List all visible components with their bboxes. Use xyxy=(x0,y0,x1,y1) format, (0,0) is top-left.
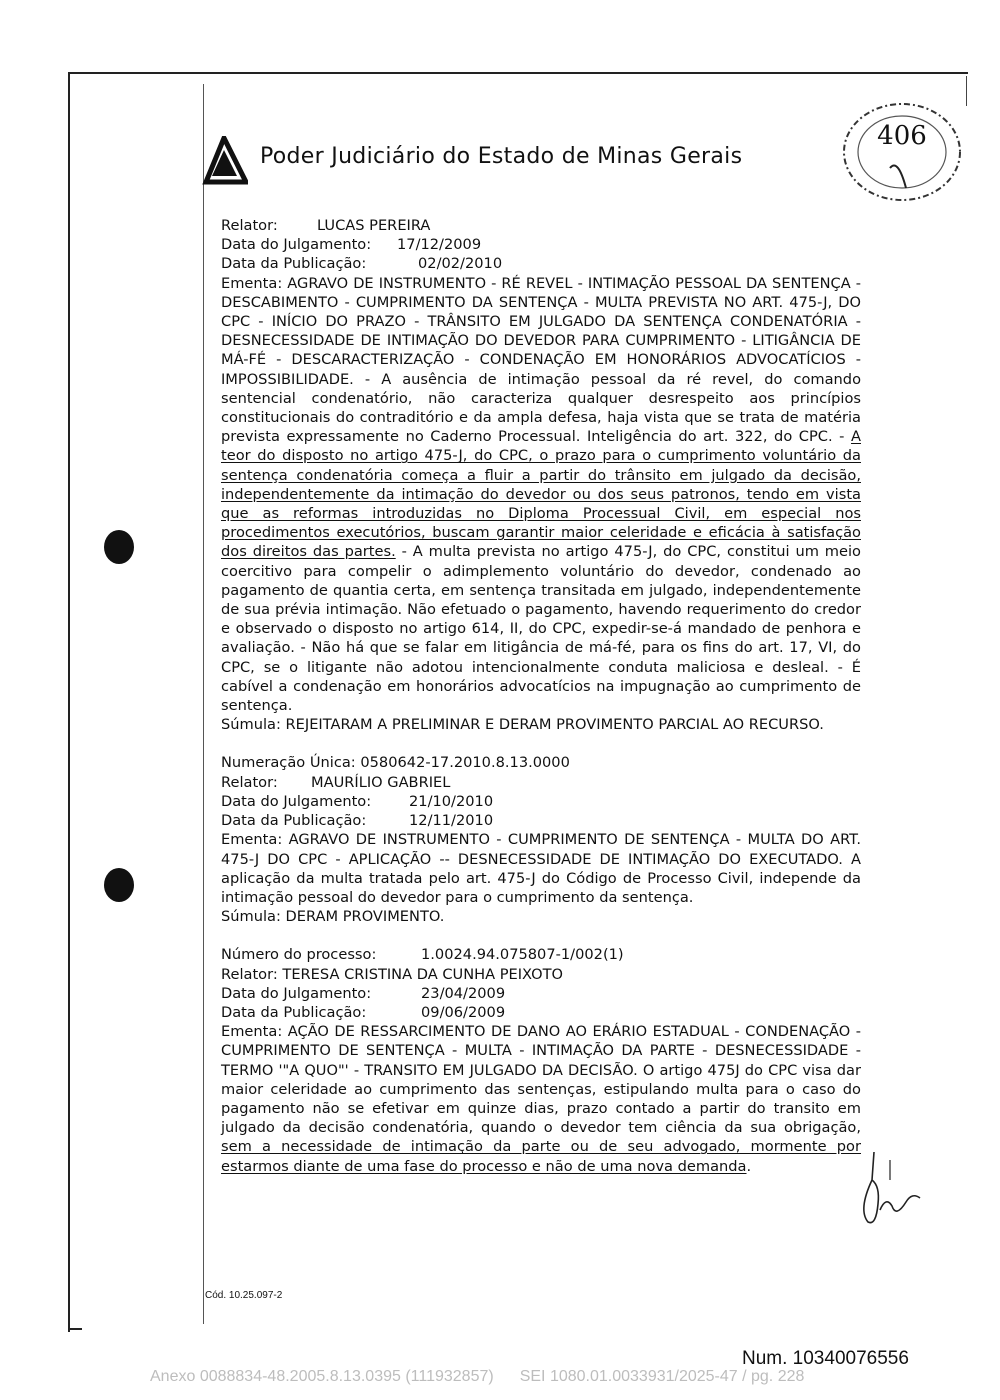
ementa-underlined-text: sem a necessidade de intimação da parte ou de seu advogado, mormente por estarmos diante de uma fase do processo e não de uma nova demanda xyxy=(221,1138,861,1175)
publicacao-line xyxy=(221,254,861,273)
ementa-text: Ementa: AGRAVO DE INSTRUMENTO - RÉ REVEL - INTIMAÇÃO PESSOAL DA SENTENÇA - DESCABIMENTO - CUMPRIMENTO DA SENTENÇA - MULTA PREVISTA NO ART. 475-J, DO CPC - INÍCIO DO PRAZO - TRÂNSITO EM JULGADO DA SENTENÇA CONDENATÓRIA - DESNECESSIDADE DE INTIMAÇÃO DO DEVEDOR PARA CUMPRIMENTO - LITIGÂNCIA DE MÁ-FÉ - DESCARACTERIZAÇÃO - CONDENAÇÃO EM HONORÁRIOS ADVOCATÍCIOS - IMPOSSIBILIDADE. - A ausência de intimação pessoal da ré revel, do comando sentencial condenatório, não caracteriza qualquer desrespeito aos princípios constitucionais do contraditório e da ampla defesa, haja vista que se trata de matéria prevista expressamente no Caderno Processual. Inteligência do art. 322, do CPC. - xyxy=(221,274,861,446)
numeracao-line xyxy=(221,753,861,772)
ementa-paragraph xyxy=(221,1022,861,1176)
ementa-text-tail: . xyxy=(746,1157,752,1175)
publicacao-value: 02/02/2010 xyxy=(418,255,503,273)
relator-value: LUCAS PEREIRA xyxy=(317,217,431,234)
julgamento-label: Data do Julgamento: xyxy=(221,984,372,1002)
page-frame-left xyxy=(68,72,70,1332)
tribunal-logo-icon xyxy=(202,136,248,186)
publicacao-line xyxy=(221,1003,861,1022)
page-frame-bottom xyxy=(68,1328,82,1330)
header-title: Poder Judiciário do Estado de Minas Gerais xyxy=(260,144,743,169)
decision-block-2 xyxy=(221,753,861,926)
sumula-line: Súmula: REJEITARAM A PRELIMINAR E DERAM PROVIMENTO PARCIAL AO RECURSO. xyxy=(221,716,824,734)
julgamento-value: 17/12/2009 xyxy=(397,236,482,254)
julgamento-line xyxy=(221,984,861,1003)
relator-line: Relator: TERESA CRISTINA DA CUNHA PEIXOTO xyxy=(221,965,563,983)
document-code: Cód. 10.25.097-2 xyxy=(205,1290,283,1301)
ementa-paragraph xyxy=(221,274,861,716)
punch-hole xyxy=(104,530,134,564)
publicacao-value: 12/11/2010 xyxy=(409,812,494,830)
julgamento-value: 21/10/2010 xyxy=(409,792,494,810)
document-body xyxy=(221,216,861,1176)
relator-label: Relator: xyxy=(221,773,278,791)
handwritten-signature-icon xyxy=(850,1140,940,1230)
processo-label: Número do processo: xyxy=(221,946,377,964)
numeracao-value: 0580642-17.2010.8.13.0000 xyxy=(360,754,570,772)
relator-value: MAURÍLIO GABRIEL xyxy=(311,773,451,791)
decision-block-3 xyxy=(221,945,861,1175)
julgamento-label: Data do Julgamento: xyxy=(221,792,372,810)
publicacao-label: Data da Publicação: xyxy=(221,812,367,830)
ementa-underlined-text: A teor do disposto no artigo 475-J, do CPC, o prazo para o cumprimento voluntário da sentença condenatória começa a fluir a partir do trânsito em julgado da decisão, independentemente da intimação do devedor ou dos seus patronos, tendo em vista que as reformas introduzidas no Diploma Processual Civil, em especial nos procedimentos executórios, buscam garantir maior celeridade e eficácia à satisfação dos direitos das partes. xyxy=(221,428,861,561)
publicacao-value: 09/06/2009 xyxy=(421,1003,506,1021)
publicacao-label: Data da Publicação: xyxy=(221,255,367,273)
julgamento-label: Data do Julgamento: xyxy=(221,236,372,254)
julgamento-line xyxy=(221,792,861,811)
sei-reference: SEI 1080.01.0033931/2025-47 / pg. 228 xyxy=(519,1368,805,1385)
document-number: Num. 10340076556 xyxy=(742,1348,909,1369)
processo-value: 1.0024.94.075807-1/002(1) xyxy=(421,946,624,964)
julgamento-value: 23/04/2009 xyxy=(421,984,506,1002)
annex-reference: Anexo 0088834-48.2005.8.13.0395 (111932857) xyxy=(150,1368,494,1385)
julgamento-line xyxy=(221,235,861,254)
sumula-line: Súmula: DERAM PROVIMENTO. xyxy=(221,908,445,926)
page-number: 406 xyxy=(877,121,927,151)
page-number-stamp xyxy=(832,96,972,206)
annex-footer xyxy=(150,1368,850,1386)
numeracao-label: Numeração Única: xyxy=(221,754,356,772)
relator-line xyxy=(221,773,861,792)
decision-block-1 xyxy=(221,216,861,734)
punch-hole xyxy=(104,868,134,902)
ementa-text: Ementa: AÇÃO DE RESSARCIMENTO DE DANO AO ERÁRIO ESTADUAL - CONDENAÇÃO - CUMPRIMENTO DE SENTENÇA - MULTA - INTIMAÇÃO DA PARTE - DESNECESSIDADE - TERMO '"A QUO"' - TRANSITO EM JULGADO DA DECISÃO. O artigo 475J do CPC visa dar maior celeridade ao cumprimento das sentenças, estipulando multa para o caso do pagamento não se efetivar em quinze dias, prazo contado a partir do transito em julgado da decisão condenatória, quando o devedor tem ciência da sua obrigação, xyxy=(221,1023,861,1137)
publicacao-label: Data da Publicação: xyxy=(221,1003,367,1021)
page-frame-top xyxy=(68,72,968,74)
processo-line xyxy=(221,945,861,964)
relator-line xyxy=(221,216,861,235)
ementa-paragraph: Ementa: AGRAVO DE INSTRUMENTO - CUMPRIMENTO DE SENTENÇA - MULTA DO ART. 475-J DO CPC - APLICAÇÃO -- DESNECESSIDADE DE INTIMAÇÃO DO EXECUTADO. A aplicação da multa tratada pelo art. 475-J do Código de Processo Civil, independe da intimação pessoal do devedor para o cumprimento da sentença. xyxy=(221,831,861,906)
ementa-text-tail: - A multa prevista no artigo 475-J, do CPC, constitui um meio coercitivo para compelir o adimplemento voluntário do devedor, condenado ao pagamento de quantia certa, em sentença transitada em julgado, independentemente de sua prévia intimação. Não efetuado o pagamento, havendo requerimento do credor e observado o disposto no artigo 614, II, do CPC, expedir-se-á mandado de penhora e avaliação. - Não há que se falar em litigância de má-fé, para os fins do art. 17, VI, do CPC, se o litigante não adotou intencionalmente conduta maliciosa e desleal. - É cabível a condenação em honorários advocatícios na impugnação ao cumprimento de sentença. xyxy=(221,543,861,715)
page-frame-inner xyxy=(203,84,204,1324)
relator-label: Relator: xyxy=(221,217,278,234)
publicacao-line xyxy=(221,811,861,830)
